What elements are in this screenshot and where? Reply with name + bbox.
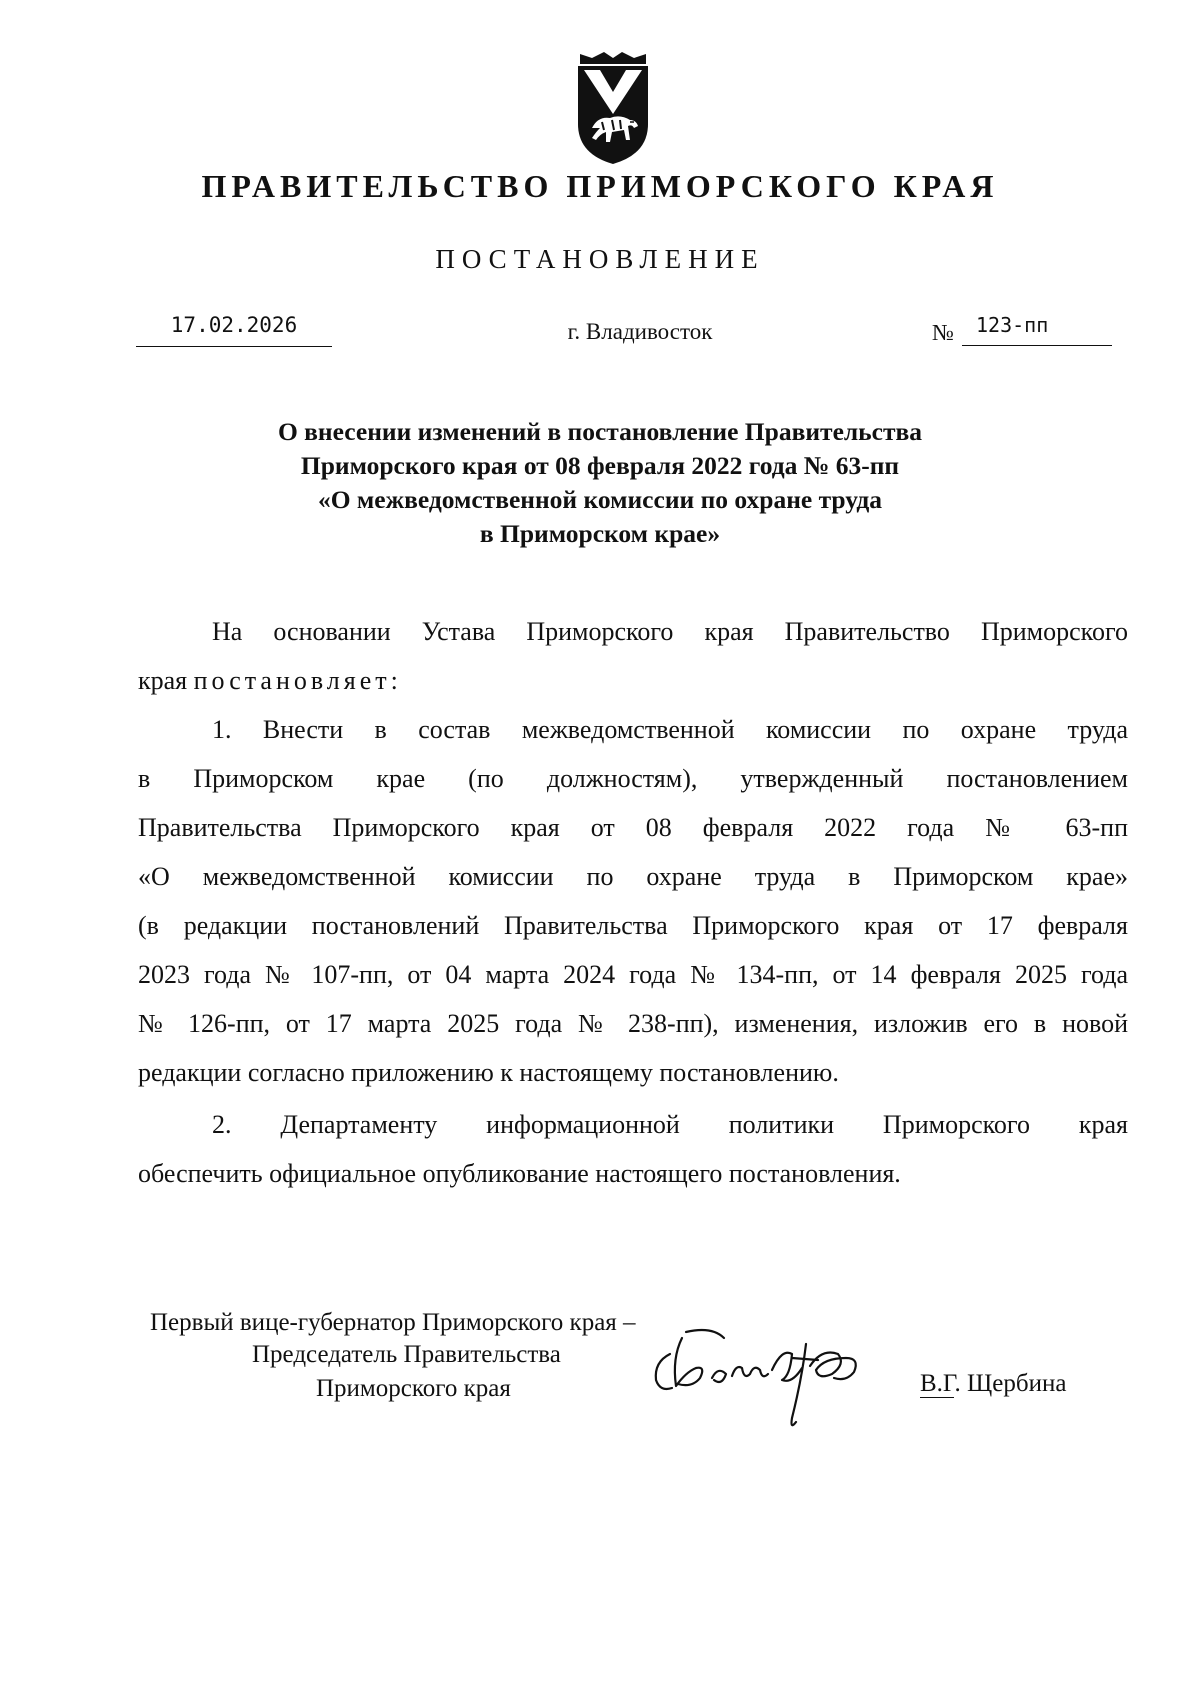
document-type: ПОСТАНОВЛЕНИЕ [435,244,765,274]
paragraph-line [138,656,1128,705]
basis-paragraph [138,607,1128,705]
document-number: 123-пп [962,310,1112,346]
resolves-word: постановляет: [193,666,402,695]
signer-name: В.Г. Щербина [920,1370,1067,1397]
item-2-paragraph [138,1100,1128,1198]
subject-line: в Приморском крае» [479,519,721,548]
paragraph-line: редакции согласно приложению к настоящему постановлению. [138,1058,839,1087]
paragraph-line: в Приморском крае (по должностям), утвержденный постановлением [138,764,1128,793]
signer-title-line: Председатель Правительства [252,1341,561,1368]
document-city: г. Владивосток [567,319,713,344]
subject-line: О внесении изменений в постановление Правительства [277,417,923,446]
paragraph-line: (в редакции постановлений Правительства Приморского края от 17 февраля [138,911,1128,940]
primorsky-krai-coat-of-arms-icon [574,50,652,168]
subject-line: «О межведомственной комиссии по охране труда [317,485,883,514]
number-label: № [932,320,954,345]
government-title: ПРАВИТЕЛЬСТВО ПРИМОРСКОГО КРАЯ [201,168,999,204]
paragraph-line: Правительства Приморского края от 08 февраля 2022 года № 63-пп [138,813,1128,842]
paragraph-line: № 126-пп, от 17 марта 2025 года № 238-пп), изменения, изложив его в новой [138,1009,1128,1038]
paragraph-line: 2023 года № 107-пп, от 04 марта 2024 года № 134-пп, от 14 февраля 2025 года [138,960,1128,989]
paragraph-line: обеспечить официальное опубликование настоящего постановления. [138,1159,901,1188]
document-subject [150,415,1050,551]
subject-line: Приморского края от 08 февраля 2022 года № 63-пп [300,451,900,480]
item-1-paragraph [138,705,1128,1097]
signer-title-line: Приморского края [316,1375,511,1402]
signer-title-line: Первый вице-губернатор Приморского края – [150,1309,636,1336]
paragraph-line: 1. Внести в состав межведомственной комиссии по охране труда [212,715,1128,744]
paragraph-line: На основании Устава Приморского края Правительство Приморского [212,617,1128,646]
basis-word: края [138,666,188,695]
paragraph-line: «О межведомственной комиссии по охране труда в Приморском крае» [138,862,1128,891]
handwritten-signature-icon [642,1318,912,1438]
paragraph-line: 2. Департаменту информационной политики Приморского края [212,1110,1128,1139]
document-date: 17.02.2026 [136,310,332,347]
